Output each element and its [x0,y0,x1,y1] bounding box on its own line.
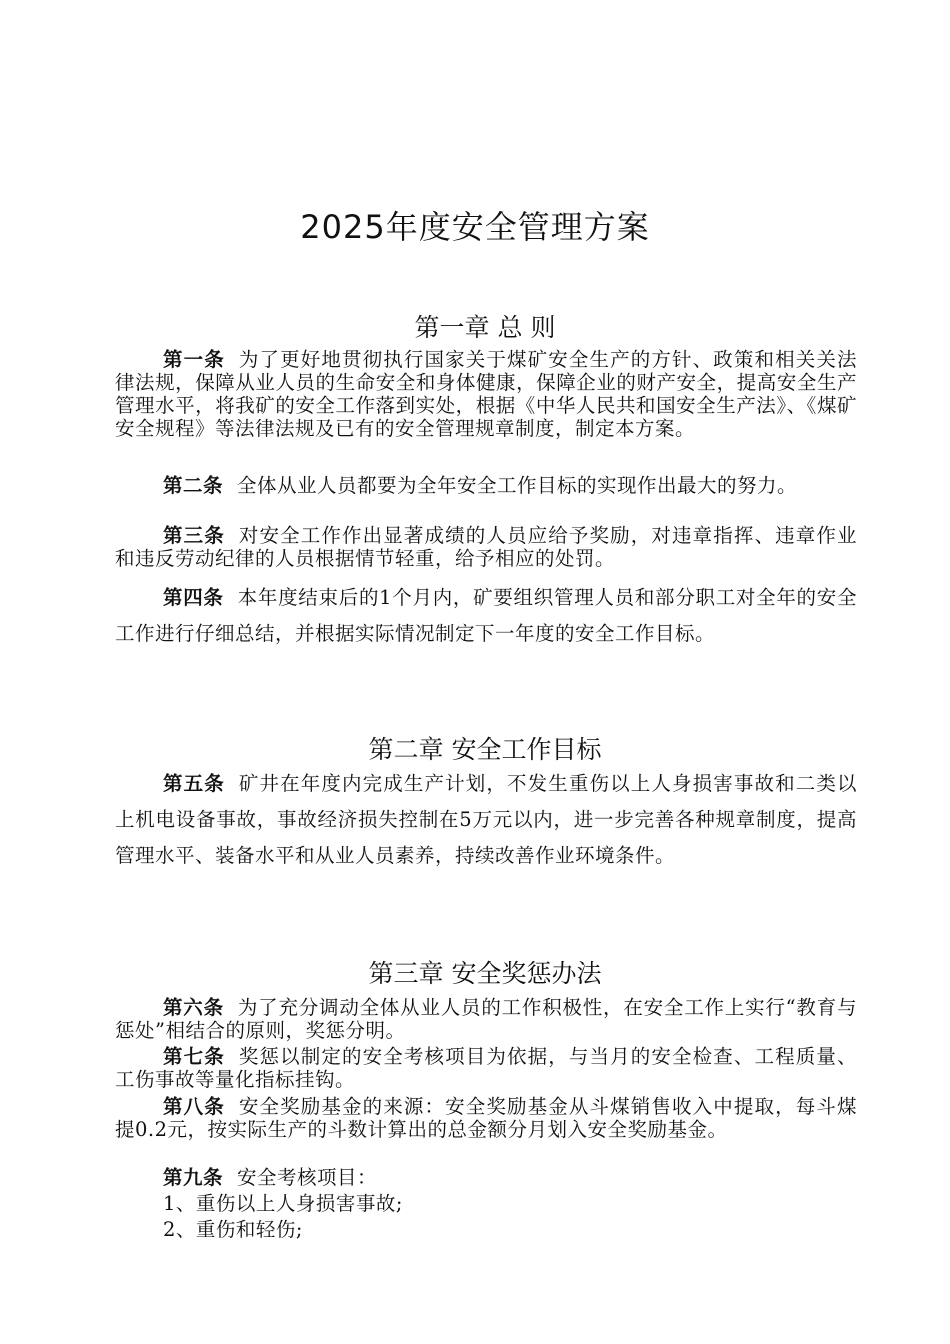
article-paragraph [115,996,857,1042]
article-number: 第三条 [163,524,225,547]
article-text: 对安全工作作出显著成绩的人员应给予奖励，对违章指挥、违章作业和违反劳动纪律的人员根据情节轻重，给予相应的处罚。 [115,524,857,570]
article-text: 矿井在年度内完成生产计划，不发生重伤以上人身损害事故和二类以上机电设备事故，事故经济损失控制在5万元以内，进一步完善各种规章制度，提高管理水平、装备水平和从业人员素养，持续改善作业环境条件。 [115,772,857,867]
article-paragraph [115,348,857,440]
article-number: 第七条 [163,1045,225,1068]
article-number: 第四条 [163,586,224,609]
chapter-title: 第二章 安全工作目标 [368,735,602,764]
list-item: 2、重伤和轻伤; [163,1218,303,1241]
article-paragraph [115,1166,857,1189]
article-text: 奖惩以制定的安全考核项目为依据，与当月的安全检查、工程质量、工伤事故等量化指标挂钩。 [115,1045,857,1091]
article-number: 第一条 [163,348,225,371]
article-number: 第八条 [163,1095,225,1118]
article-text: 为了更好地贯彻执行国家关于煤矿安全生产的方针、政策和相关关法律法规，保障从业人员的生命安全和身体健康，保障企业的财产安全，提高安全生产管理水平，将我矿的安全工作落到实处，根据《中华人民共和国安全生产法》、《煤矿安全规程》等法律法规及已有的安全管理规章制度，制定本方案。 [115,348,857,440]
chapter-title: 第一章 总 则 [414,313,556,342]
article-text: 为了充分调动全体从业人员的工作积极性，在安全工作上实行“教育与惩处”相结合的原则，奖惩分明。 [115,996,857,1042]
article-text: 安全考核项目： [237,1166,378,1189]
article-paragraph [115,1095,857,1141]
list-item: 1、重伤以上人身损害事故; [163,1192,403,1215]
article-paragraph [115,766,857,874]
article-number: 第六条 [163,996,224,1019]
document-title: 2025年度安全管理方案 [300,208,650,246]
article-number: 第二条 [163,474,224,497]
article-paragraph [115,1045,857,1091]
article-text: 安全奖励基金的来源：安全奖励基金从斗煤销售收入中提取，每斗煤提0.2元，按实际生产的斗数计算出的总金额分月划入安全奖励基金。 [115,1095,857,1141]
chapter-title: 第三章 安全奖惩办法 [368,959,602,988]
article-paragraph [115,474,857,497]
article-number: 第五条 [163,772,225,795]
article-text: 本年度结束后的1个月内，矿要组织管理人员和部分职工对全年的安全工作进行仔细总结，并根据实际情况制定下一年度的安全工作目标。 [115,586,857,645]
article-paragraph [115,580,857,652]
article-number: 第九条 [163,1166,224,1189]
article-paragraph [115,524,857,570]
article-text: 全体从业人员都要为全年安全工作目标的实现作出最大的努力。 [237,474,798,497]
